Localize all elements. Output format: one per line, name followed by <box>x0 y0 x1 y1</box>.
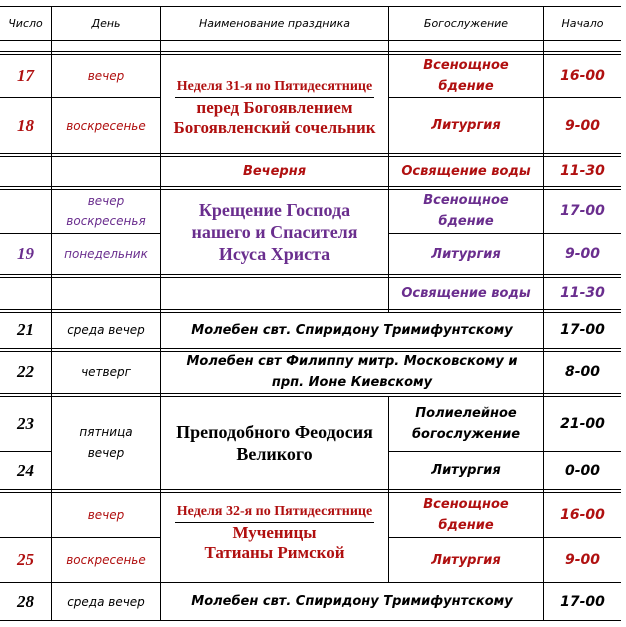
feast-title: Мученицы <box>232 523 317 542</box>
date-cell: 21 <box>17 320 34 339</box>
date-cell: 22 <box>17 362 34 381</box>
day-cell: понедельник <box>64 247 148 261</box>
feast-title: Великого <box>236 443 313 464</box>
time-cell: 0-00 <box>564 462 601 479</box>
date-cell: 28 <box>17 591 34 611</box>
time-cell: 11-30 <box>560 163 605 179</box>
time-cell: 17-00 <box>560 203 605 219</box>
service-cell: Всенощное бдение <box>423 193 509 229</box>
service-line: прп. Ионе Киевскому <box>271 375 433 390</box>
time-cell: 9-00 <box>564 246 601 262</box>
service-cell: Литургия <box>431 463 501 478</box>
day-cell: вечер <box>87 507 125 522</box>
feast-title: Преподобного Феодосия <box>176 421 373 442</box>
day-cell: вечер <box>87 69 125 83</box>
service-cell: Освящение воды <box>401 285 531 301</box>
time-cell: 16-00 <box>560 506 605 523</box>
day-cell: среда вечер <box>67 594 145 609</box>
service-cell: Литургия <box>431 118 501 133</box>
feast-cell <box>161 492 388 582</box>
feast-title: Богоявленский сочельник <box>173 118 376 137</box>
service-cell: Литургия <box>431 552 501 568</box>
header-feast: Наименование праздника <box>198 17 351 30</box>
day-cell: воскресенье <box>66 553 146 567</box>
service-cell: Всенощное бдение <box>423 496 509 533</box>
date-cell: 18 <box>17 115 34 135</box>
feast-cell <box>161 396 388 489</box>
service-cell: Всенощное бдение <box>423 58 509 94</box>
time-cell: 17-00 <box>560 593 605 610</box>
date-cell: 24 <box>17 460 34 480</box>
table-border-bottom <box>0 620 621 621</box>
service-cell: Освящение воды <box>401 163 531 179</box>
service-cell: Молебен свт. Спиридону Тримифунтскому <box>191 594 513 609</box>
header-service: Богослужение <box>423 17 509 30</box>
header-number: Число <box>8 17 43 30</box>
header-day: День <box>91 17 121 30</box>
feast-title: Татианы Римской <box>204 543 345 562</box>
date-cell: 23 <box>17 413 34 433</box>
day-cell: пятница вечер <box>79 424 133 460</box>
time-cell: 9-00 <box>564 552 601 568</box>
time-cell: 11-30 <box>560 285 605 301</box>
time-cell: 8-00 <box>564 364 601 380</box>
date-cell: 25 <box>17 550 34 569</box>
date-cell: 17 <box>17 66 34 85</box>
service-cell: Полиелейное богослужение <box>411 405 521 442</box>
service-cell: Литургия <box>431 246 501 262</box>
feast-cell <box>161 189 388 274</box>
service-cell: Молебен свт. Спиридону Тримифунтскому <box>191 322 513 338</box>
time-cell: 17-00 <box>560 322 605 338</box>
day-cell: воскресенье <box>66 118 146 133</box>
time-cell: 16-00 <box>560 68 605 84</box>
date-cell: 19 <box>17 244 34 263</box>
day-cell: четверг <box>81 365 131 379</box>
feast-subtitle: Неделя 31-я по Пятидесятнице <box>175 78 374 98</box>
feast-title: перед Богоявлением <box>196 98 353 117</box>
header-divider <box>0 40 621 41</box>
header-start: Начало <box>561 17 604 30</box>
feast-title: Исуса Христа <box>218 243 331 264</box>
feast-cell <box>161 55 388 153</box>
feast-title: Крещение Господа <box>198 199 351 220</box>
time-cell: 21-00 <box>560 415 605 432</box>
feast-cell: Вечерня <box>242 163 307 179</box>
feast-subtitle: Неделя 32-я по Пятидесятнице <box>175 503 374 523</box>
day-cell: вечер воскресенья <box>66 194 146 228</box>
time-cell: 9-00 <box>564 117 601 134</box>
service-line: Молебен свт Филиппу митр. Московскому и <box>186 354 518 369</box>
feast-title: нашего и Спасителя <box>191 221 358 242</box>
service-cell <box>161 351 543 393</box>
day-cell: среда вечер <box>67 323 145 337</box>
